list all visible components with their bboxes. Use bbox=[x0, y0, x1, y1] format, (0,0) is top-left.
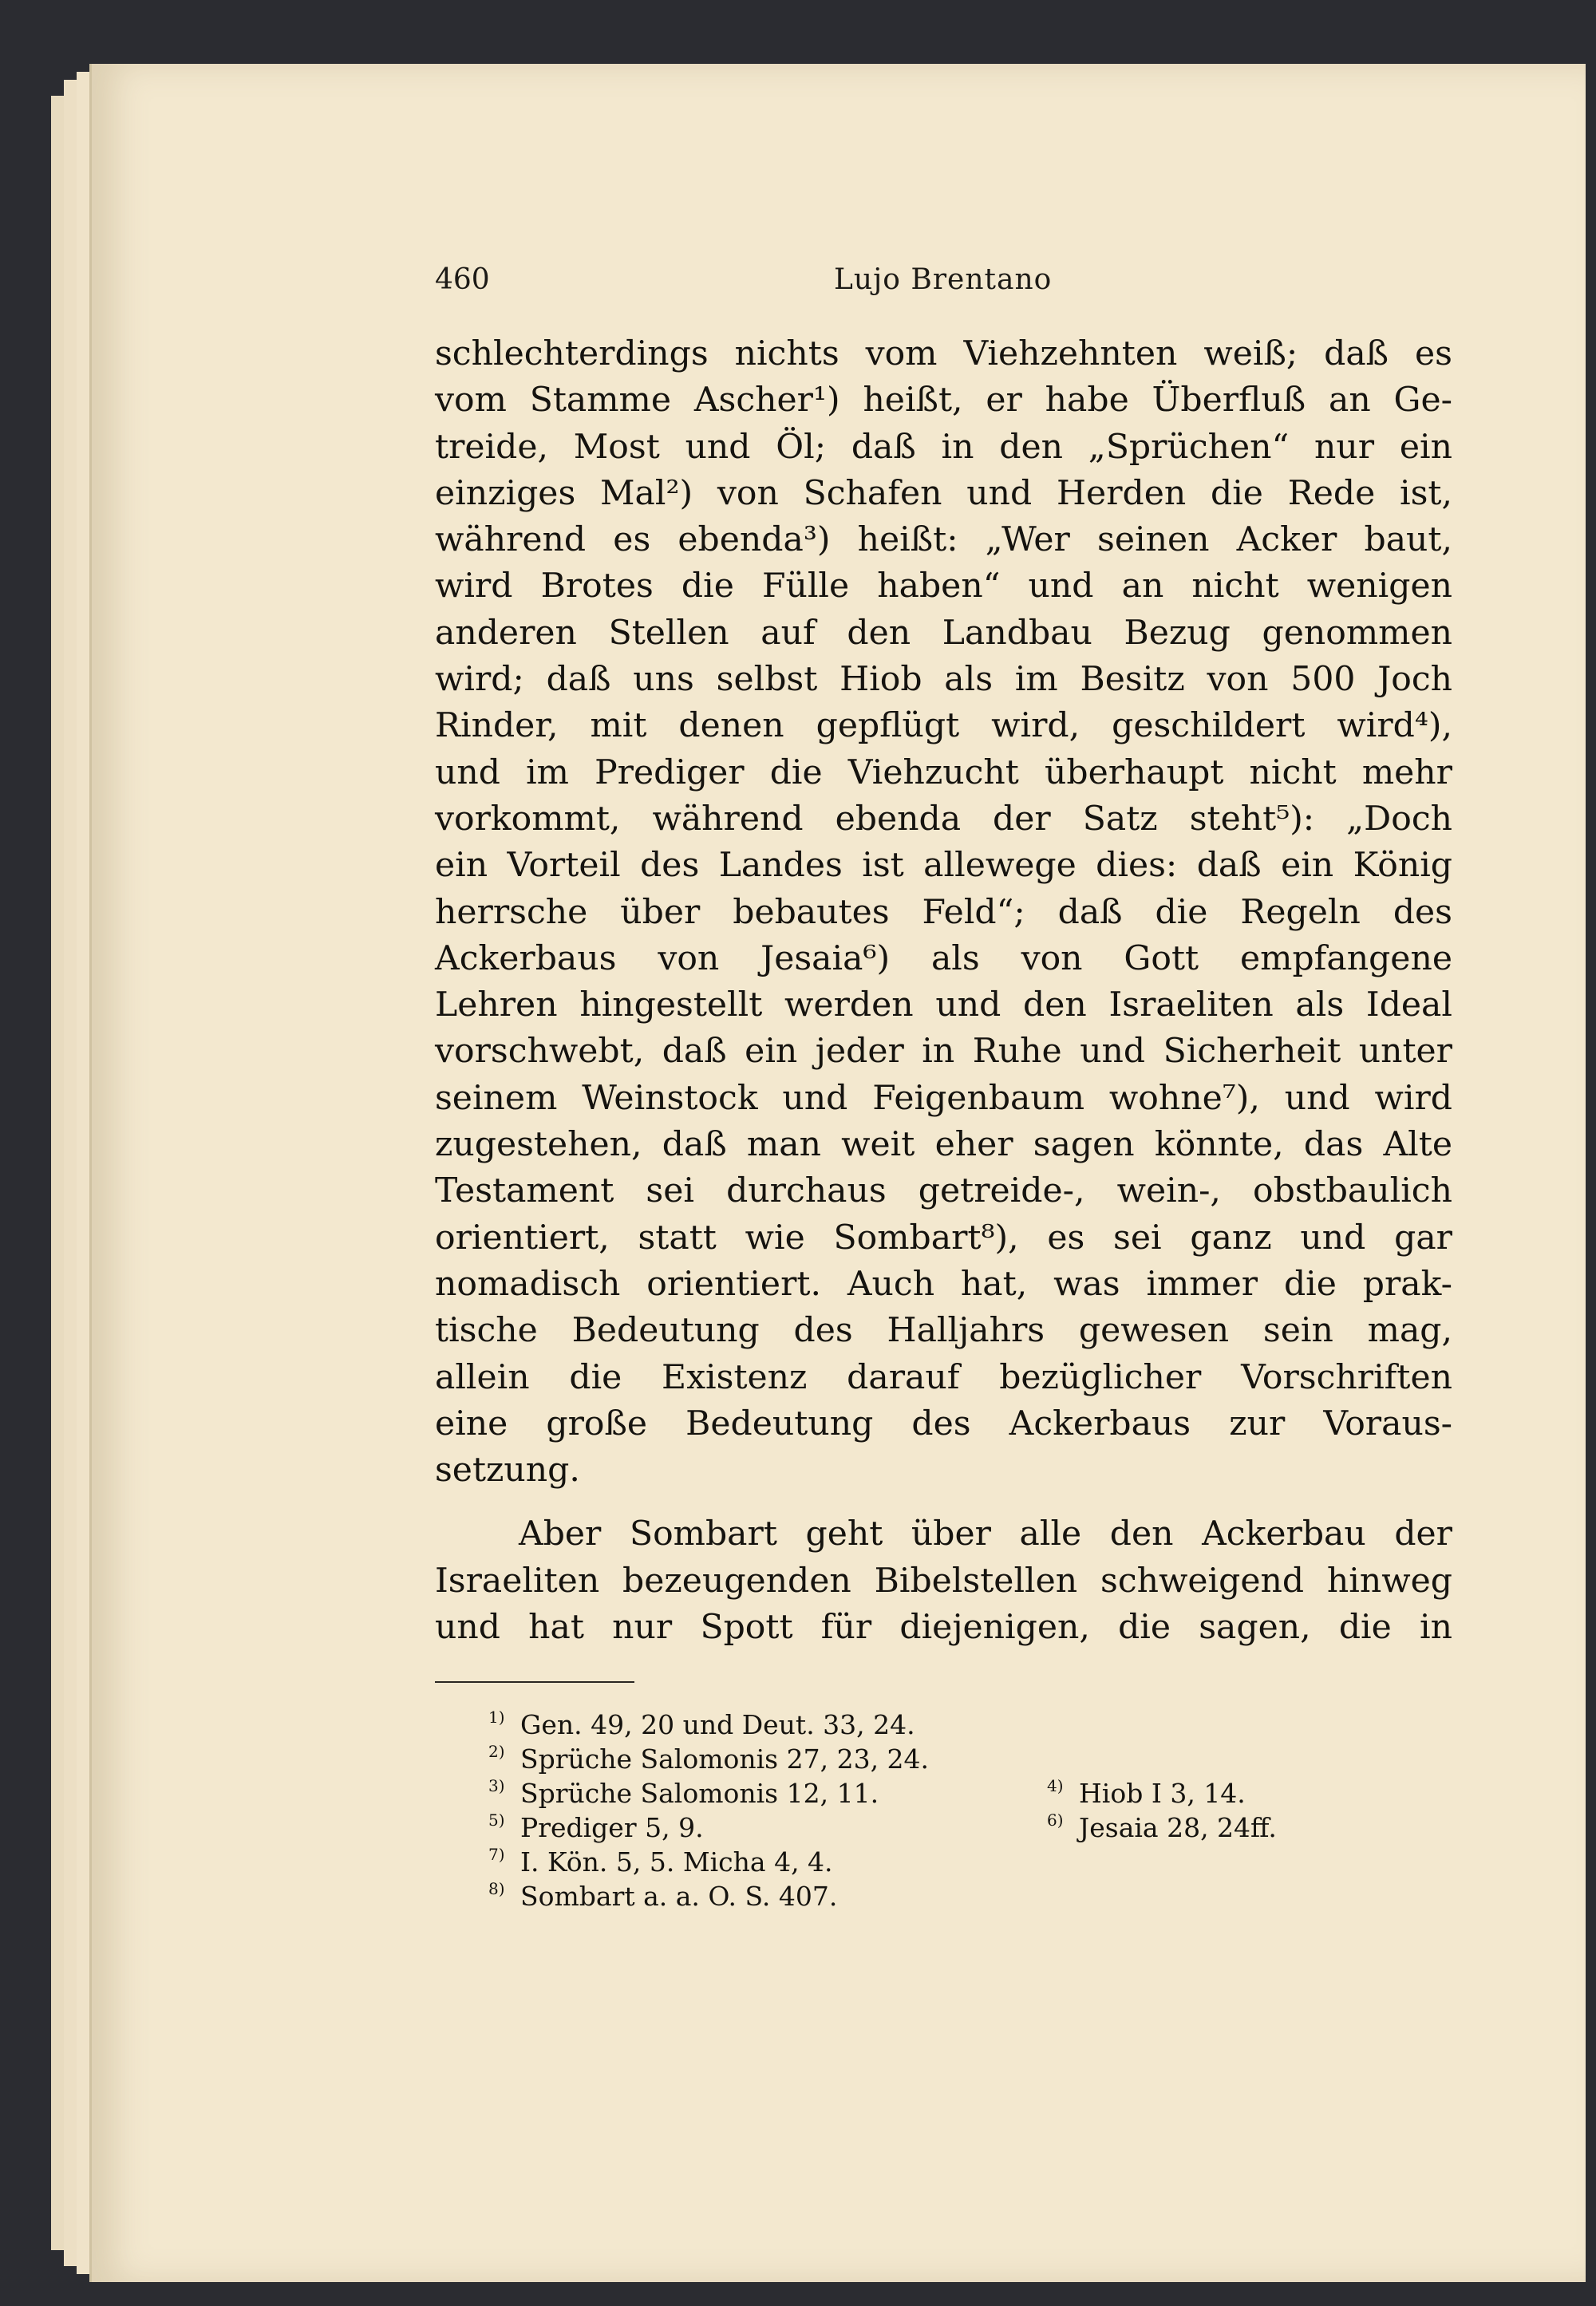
footnote bbox=[1047, 1810, 1277, 1845]
footnote bbox=[1047, 1776, 1246, 1810]
text-line: Israeliten bezeugenden Bibelstellen schweigend hinweg bbox=[435, 1561, 1452, 1601]
text-line: schlechterdings nichts vom Viehzehnten weiß; daß es bbox=[435, 334, 1452, 373]
footnotes bbox=[488, 1708, 1430, 1913]
footnote bbox=[488, 1845, 1430, 1879]
text-line: einziges Mal²) von Schafen und Herden die Rede ist, bbox=[435, 473, 1452, 513]
text-line: und im Prediger die Viehzucht überhaupt nicht mehr bbox=[435, 752, 1452, 792]
footnote-mark: 6) bbox=[1047, 1810, 1064, 1830]
footnote-mark: 7) bbox=[488, 1845, 505, 1864]
text-line: vom Stamme Ascher¹) heißt, er habe Überfluß an Ge- bbox=[435, 381, 1452, 421]
footnote-text: Sprüche Salomonis 12, 11. bbox=[520, 1778, 879, 1809]
text-line: zugestehen, daß man weit eher sagen könnte, das Alte bbox=[435, 1125, 1452, 1165]
footnote bbox=[488, 1810, 1430, 1845]
footnote-text: Hiob I 3, 14. bbox=[1079, 1778, 1246, 1809]
footnote-text: I. Kön. 5, 5. Micha 4, 4. bbox=[520, 1846, 833, 1878]
text-line: eine große Bedeutung des Ackerbaus zur Voraus- bbox=[435, 1404, 1452, 1443]
text-line: tische Bedeutung des Halljahrs gewesen sein mag, bbox=[435, 1311, 1452, 1351]
footnote-mark: 1) bbox=[488, 1708, 505, 1727]
text-line: Aber Sombart geht über alle den Ackerbau der bbox=[519, 1514, 1452, 1554]
text-line: seinem Weinstock und Feigenbaum wohne⁷), und wird bbox=[435, 1078, 1452, 1118]
text-line: Lehren hingestellt werden und den Israeliten als Ideal bbox=[435, 985, 1452, 1025]
text-line: wird Brotes die Fülle haben“ und an nicht wenigen bbox=[435, 567, 1452, 606]
text-line: allein die Existenz darauf bezüglicher Vorschriften bbox=[435, 1357, 1452, 1397]
footnote-text: Prediger 5, 9. bbox=[520, 1812, 704, 1843]
text-line: Rinder, mit denen gepflügt wird, geschildert wird⁴), bbox=[435, 706, 1452, 746]
footnote-text: Gen. 49, 20 und Deut. 33, 24. bbox=[520, 1709, 915, 1740]
text-line: setzung. bbox=[435, 1451, 580, 1491]
footnote bbox=[488, 1708, 1430, 1742]
text-line: ein Vorteil des Landes ist allewege dies: daß ein König bbox=[435, 846, 1452, 886]
page-number: 460 bbox=[435, 263, 490, 296]
text-line: während es ebenda³) heißt: „Wer seinen Acker baut, bbox=[435, 520, 1452, 560]
footnote-mark: 3) bbox=[488, 1776, 505, 1795]
footnote bbox=[488, 1742, 1430, 1776]
page-header bbox=[435, 263, 1452, 303]
text-line: nomadisch orientiert. Auch hat, was immer die prak- bbox=[435, 1264, 1452, 1304]
footnote-mark: 2) bbox=[488, 1742, 505, 1761]
text-line: treide, Most und Öl; daß in den „Sprüchen“ nur ein bbox=[435, 427, 1452, 467]
footnote-text: Sombart a. a. O. S. 407. bbox=[520, 1881, 838, 1912]
text-line: Testament sei durchaus getreide-, wein-, obstbaulich bbox=[435, 1171, 1452, 1211]
text-line: Ackerbaus von Jesaia⁶) als von Gott empfangene bbox=[435, 938, 1452, 978]
text-line: vorkommt, während ebenda der Satz steht⁵): „Doch bbox=[435, 799, 1452, 839]
footnote-text: Jesaia 28, 24ff. bbox=[1079, 1812, 1277, 1843]
text-line: herrsche über bebautes Feld“; daß die Regeln des bbox=[435, 892, 1452, 932]
footnote-mark: 4) bbox=[1047, 1776, 1064, 1795]
text-line: vorschwebt, daß ein jeder in Ruhe und Sicherheit unter bbox=[435, 1032, 1452, 1072]
footnote-rule bbox=[435, 1681, 634, 1683]
text-line: wird; daß uns selbst Hiob als im Besitz von 500 Joch bbox=[435, 660, 1452, 700]
footnote-mark: 8) bbox=[488, 1879, 505, 1898]
footnote bbox=[488, 1879, 1430, 1913]
footnote-mark: 5) bbox=[488, 1810, 505, 1830]
running-title: Lujo Brentano bbox=[834, 263, 1053, 296]
footnote bbox=[488, 1776, 1430, 1810]
text-line: orientiert, statt wie Sombart⁸), es sei ganz und gar bbox=[435, 1218, 1452, 1258]
text-line: anderen Stellen auf den Landbau Bezug genommen bbox=[435, 613, 1452, 653]
text-line: und hat nur Spott für diejenigen, die sagen, die in bbox=[435, 1608, 1452, 1648]
main-text bbox=[435, 331, 1452, 1651]
footnote-text: Sprüche Salomonis 27, 23, 24. bbox=[520, 1743, 930, 1775]
